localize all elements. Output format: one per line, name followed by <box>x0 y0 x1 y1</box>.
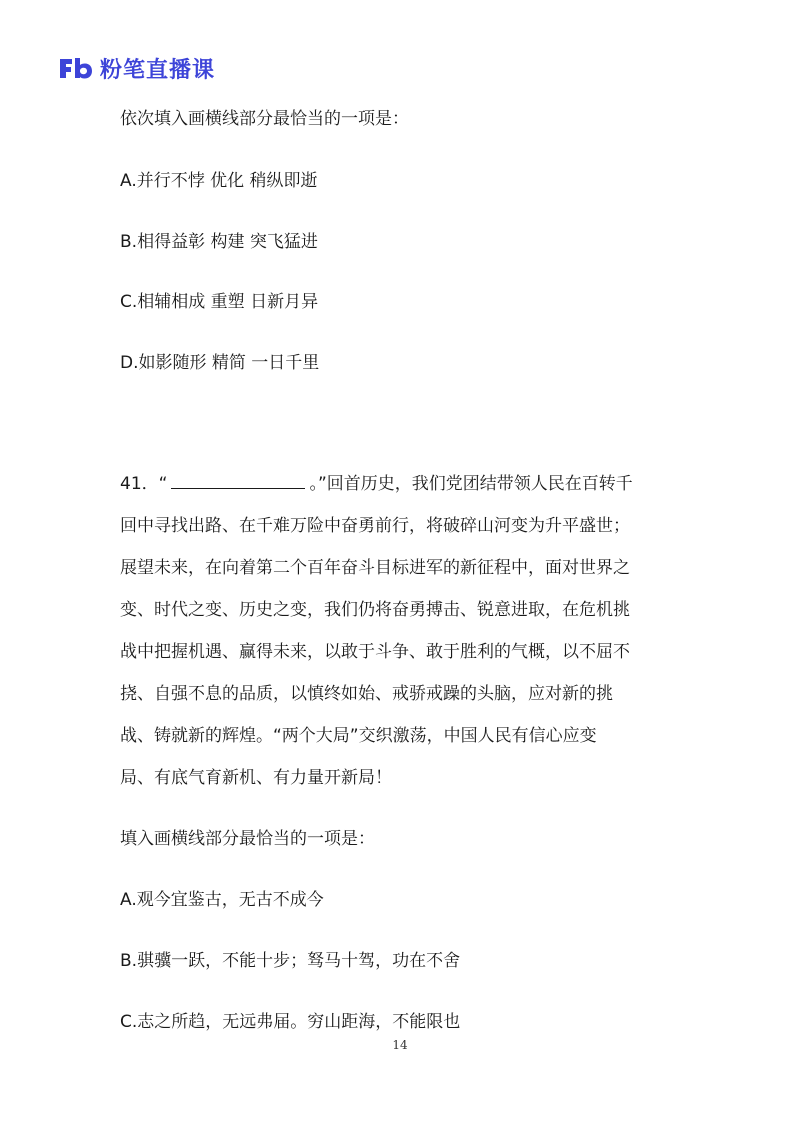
q41-number: 41．“ <box>120 474 168 494</box>
q41-line-2: 回中寻找出路、在千难万险中奋勇前行，将破碎山河变为升平盛世； <box>120 516 630 536</box>
page-number: 14 <box>392 1038 408 1052</box>
answer-blank <box>171 472 305 489</box>
q41-option-a: A.观今宜鉴古，无古不成今 <box>120 890 324 910</box>
q41-line-4: 变、时代之变、历史之变，我们仍将奋勇搏击、锐意进取，在危机挑 <box>120 600 630 620</box>
q41-line-5: 战中把握机遇、赢得未来，以敢于斗争、敢于胜利的气概，以不屈不 <box>120 642 630 662</box>
q40-option-a: A.并行不悖 优化 稍纵即逝 <box>120 171 318 191</box>
q41-first-line <box>120 472 633 496</box>
q41-line-3: 展望未来，在向着第二个百年奋斗目标进军的新征程中，面对世界之 <box>120 558 630 578</box>
q40-option-b: B.相得益彰 构建 突飞猛进 <box>120 232 318 252</box>
q40-prompt: 依次填入画横线部分最恰当的一项是： <box>120 109 409 129</box>
q40-option-d: D.如影随形 精简 一日千里 <box>120 353 320 373</box>
header <box>58 54 215 82</box>
q40-option-c: C.相辅相成 重塑 日新月异 <box>120 292 319 312</box>
fb-logo-icon <box>58 56 94 80</box>
q41-first-line-text: 。”回首历史，我们党团结带领人民在百转千 <box>309 474 633 494</box>
q41-line-7: 战、铸就新的辉煌。“两个大局”交织激荡，中国人民有信心应变 <box>120 726 597 746</box>
q41-line-6: 挠、自强不息的品质，以慎终如始、戒骄戒躁的头脑，应对新的挑 <box>120 684 613 704</box>
q41-option-b: B.骐骥一跃，不能十步；驽马十驾，功在不舍 <box>120 951 461 971</box>
q41-line-8: 局、有底气育新机、有力量开新局！ <box>120 768 392 788</box>
q41-option-c: C.志之所趋，无远弗届。穷山距海，不能限也 <box>120 1012 461 1032</box>
q41-prompt: 填入画横线部分最恰当的一项是： <box>120 829 375 849</box>
brand-name: 粉笔直播课 <box>100 57 216 83</box>
